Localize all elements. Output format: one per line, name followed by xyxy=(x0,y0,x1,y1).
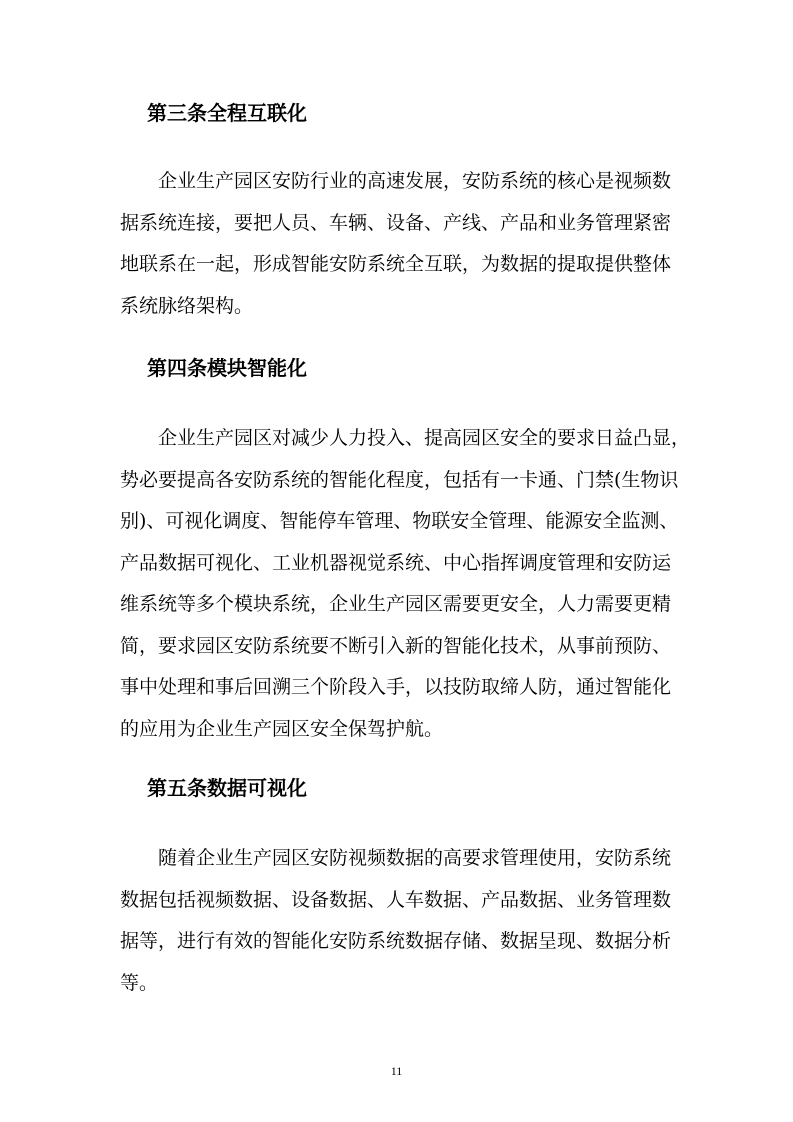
paragraph-line: 等。 xyxy=(120,971,159,994)
paragraph-line: 企业生产园区安防行业的高速发展，安防系统的核心是视频数 xyxy=(158,170,672,192)
section-paragraph-4 xyxy=(120,418,691,750)
paragraph-line: 随着企业生产园区安防视频数据的高要求管理使用，安防系统 xyxy=(158,847,672,869)
paragraph-line: 企业生产园区对减少人力投入、提高园区安全的要求日益凸显， xyxy=(158,427,691,449)
paragraph-line: 的应用为企业生产园区安全保驾护航。 xyxy=(120,717,444,740)
section-heading-5: 第五条数据可视化 xyxy=(147,776,307,800)
paragraph-line: 数据包括视频数据、设备数据、人车数据、产品数据、业务管理数 xyxy=(120,888,672,911)
paragraph-line: 据系统连接，要把人员、车辆、设备、产线、产品和业务管理紧密 xyxy=(120,211,672,234)
paragraph-line: 事中处理和事后回溯三个阶段入手，以技防取缔人防，通过智能化 xyxy=(120,676,672,698)
paragraph-line: 维系统等多个模块系统，企业生产园区需要更安全，人力需要更精 xyxy=(120,593,672,615)
section-paragraph-5 xyxy=(120,838,680,1004)
paragraph-line: 别)、可视化调度、智能停车管理、物联安全管理、能源安全监测、 xyxy=(120,510,679,532)
paragraph-line: 系统脉络架构。 xyxy=(120,294,254,317)
page-number: 11 xyxy=(390,1064,403,1078)
paragraph-line: 势必要提高各安防系统的智能化程度，包括有一卡通、门禁(生物识 xyxy=(120,468,679,491)
paragraph-line: 地联系在一起，形成智能安防系统全互联，为数据的提取提供整体 xyxy=(120,253,672,275)
paragraph-line: 简，要求园区安防系统要不断引入新的智能化技术，从事前预防、 xyxy=(120,634,672,657)
paragraph-line: 据等，进行有效的智能化安防系统数据存储、数据呈现、数据分析 xyxy=(120,930,672,952)
section-paragraph-3 xyxy=(120,161,680,327)
section-heading-3: 第三条全程互联化 xyxy=(147,101,307,125)
paragraph-line: 产品数据可视化、工业机器视觉系统、中心指挥调度管理和安防运 xyxy=(120,551,672,574)
section-heading-4: 第四条模块智能化 xyxy=(147,356,307,380)
